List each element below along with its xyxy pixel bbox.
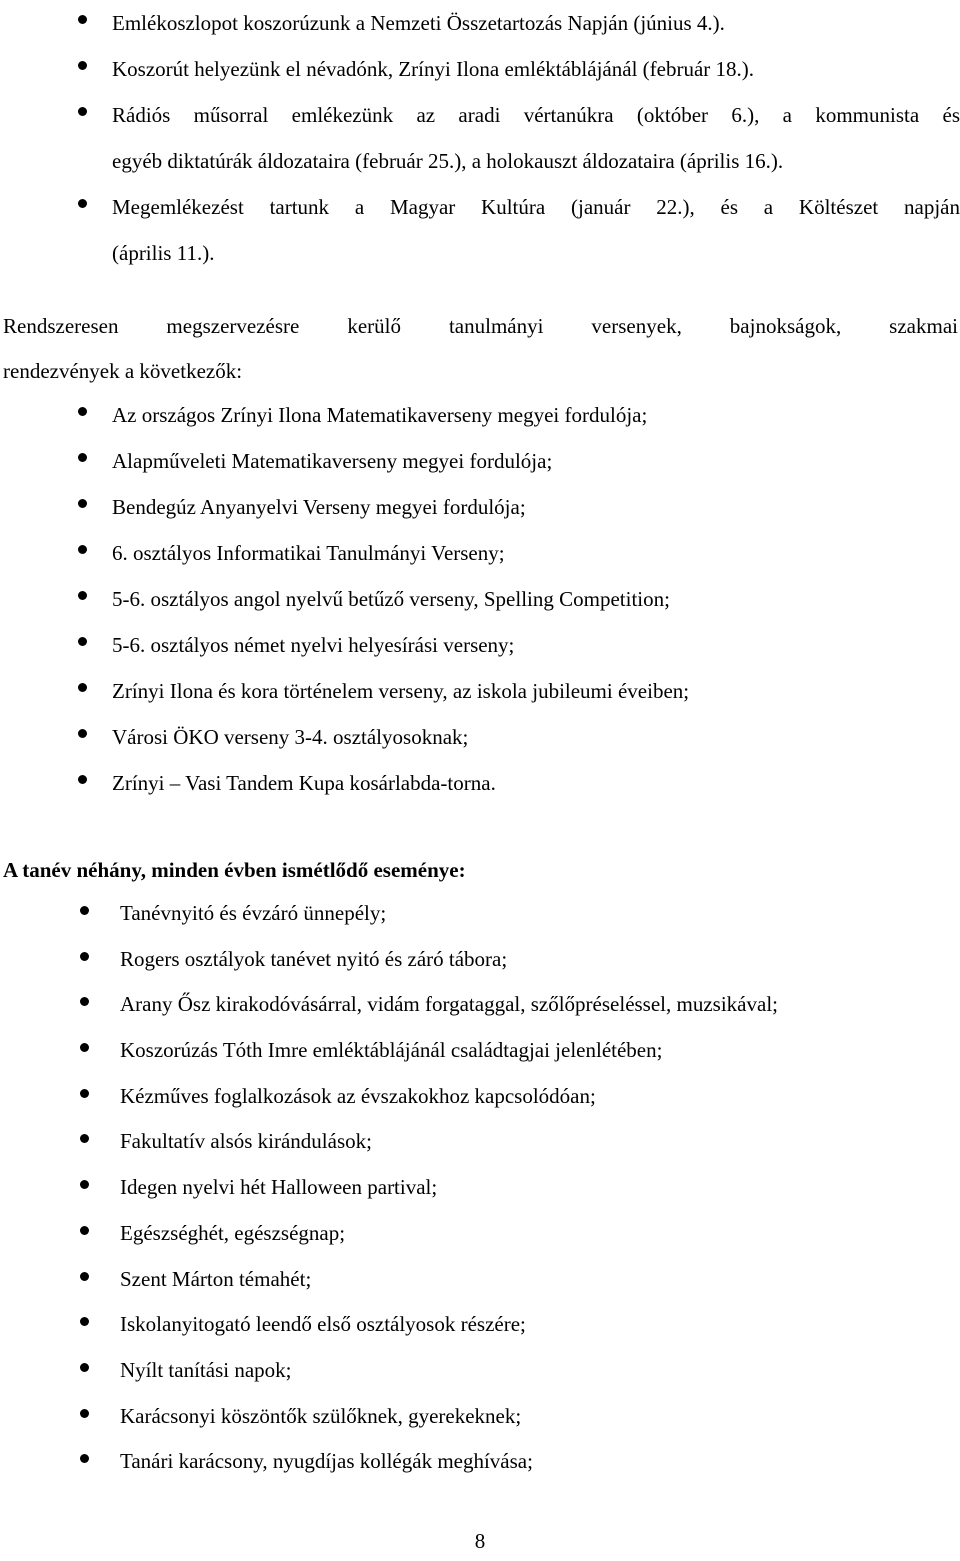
list-item-text-line: egyéb diktatúrák áldozataira (február 25.), a holokauszt áldozataira (április 16.). bbox=[112, 149, 784, 173]
list-item-text: Koszorút helyezünk el névadónk, Zrínyi Ilona emléktáblájánál (február 18.). bbox=[112, 57, 755, 81]
list-item bbox=[0, 1028, 960, 1074]
list-item bbox=[0, 184, 960, 276]
list-item bbox=[0, 937, 960, 983]
list-item-text: 6. osztályos Informatikai Tanulmányi Verseny; bbox=[112, 541, 505, 565]
list-item bbox=[0, 1074, 960, 1120]
bullet-icon bbox=[78, 15, 87, 24]
list-item-text: Az országos Zrínyi Ilona Matematikaverseny megyei fordulója; bbox=[112, 403, 648, 427]
list-item bbox=[0, 530, 960, 576]
list-item bbox=[0, 1302, 960, 1348]
list-item-text: Egészséghét, egészségnap; bbox=[120, 1220, 346, 1245]
list-item bbox=[0, 622, 960, 668]
list-item bbox=[0, 484, 960, 530]
list-item-text: Bendegúz Anyanyelvi Verseny megyei fordulója; bbox=[112, 495, 526, 519]
list-item bbox=[0, 576, 960, 622]
page-number: 8 bbox=[474, 1529, 486, 1553]
bullet-icon bbox=[80, 1180, 89, 1189]
bullet-icon bbox=[80, 1272, 89, 1281]
list-item-text: Rogers osztályok tanévet nyitó és záró tábora; bbox=[120, 946, 508, 971]
bullet-icon bbox=[80, 1317, 89, 1326]
bullet-icon bbox=[78, 729, 87, 738]
events-heading: A tanév néhány, minden évben ismétlődő eseménye: bbox=[3, 858, 466, 882]
list-item-text: Karácsonyi köszöntők szülőknek, gyerekeknek; bbox=[120, 1403, 522, 1428]
list-item-text: Iskolanyitogató leendő első osztályosok részére; bbox=[120, 1312, 526, 1337]
list-item bbox=[0, 92, 960, 184]
bullet-icon bbox=[80, 1134, 89, 1143]
bullet-icon bbox=[80, 1363, 89, 1372]
bullet-icon bbox=[80, 1409, 89, 1418]
list-item-text: Emlékoszlopot koszorúzunk a Nemzeti Összetartozás Napján (június 4.). bbox=[112, 11, 725, 35]
bullet-icon bbox=[78, 499, 87, 508]
list-item bbox=[0, 714, 960, 760]
bullet-icon bbox=[78, 683, 87, 692]
bullet-icon bbox=[80, 1089, 89, 1098]
paragraph-line: rendezvények a következők: bbox=[3, 359, 243, 383]
bullet-icon bbox=[78, 591, 87, 600]
list-item bbox=[0, 891, 960, 937]
bullet-icon bbox=[78, 453, 87, 462]
competitions-list bbox=[0, 392, 960, 806]
list-item-text-line: Rádiós műsorral emlékezünk az aradi vértanúkra (október 6.), a kommunista és bbox=[112, 103, 960, 127]
events-list bbox=[0, 891, 960, 1485]
list-item bbox=[0, 1119, 960, 1165]
list-item-text: Tanári karácsony, nyugdíjas kollégák meghívása; bbox=[120, 1449, 533, 1474]
list-item-text: Tanévnyitó és évzáró ünnepély; bbox=[120, 901, 387, 925]
bullet-icon bbox=[80, 952, 89, 961]
bullet-icon bbox=[78, 407, 87, 416]
list-item bbox=[0, 46, 960, 92]
competitions-intro-paragraph bbox=[3, 304, 958, 394]
list-item bbox=[0, 0, 960, 46]
bullet-icon bbox=[78, 199, 87, 208]
list-item-text: Alapműveleti Matematikaverseny megyei fordulója; bbox=[112, 449, 553, 473]
list-item bbox=[0, 760, 960, 806]
list-item-text-line: (április 11.). bbox=[112, 241, 215, 265]
list-item-text: Arany Ősz kirakodóvásárral, vidám forgataggal, szőlőpréseléssel, muzsikával; bbox=[120, 992, 778, 1017]
list-item bbox=[0, 1211, 960, 1257]
list-item bbox=[0, 392, 960, 438]
list-item bbox=[0, 668, 960, 714]
list-item bbox=[0, 1439, 960, 1485]
list-item-text: Nyílt tanítási napok; bbox=[120, 1357, 292, 1382]
list-item bbox=[0, 438, 960, 484]
paragraph-line: Rendszeresen megszervezésre kerülő tanulmányi versenyek, bajnokságok, szakmai bbox=[3, 314, 958, 338]
list-item-text: Zrínyi Ilona és kora történelem verseny, az iskola jubileumi éveiben; bbox=[112, 679, 690, 703]
list-item bbox=[0, 982, 960, 1028]
bullet-icon bbox=[78, 545, 87, 554]
bullet-icon bbox=[80, 1226, 89, 1235]
list-item-text: Zrínyi – Vasi Tandem Kupa kosárlabda-torna. bbox=[112, 771, 496, 795]
list-item-text-line: Megemlékezést tartunk a Magyar Kultúra (január 22.), és a Költészet napján bbox=[112, 195, 960, 219]
bullet-icon bbox=[78, 61, 87, 70]
list-item bbox=[0, 1394, 960, 1440]
list-item bbox=[0, 1348, 960, 1394]
list-item-text: Kézműves foglalkozások az évszakokhoz kapcsolódóan; bbox=[120, 1083, 596, 1108]
list-item-text: Fakultatív alsós kirándulások; bbox=[120, 1129, 372, 1154]
commemoration-list bbox=[0, 0, 960, 276]
bullet-icon bbox=[80, 906, 89, 915]
list-item-text: 5-6. osztályos angol nyelvű betűző verseny, Spelling Competition; bbox=[112, 587, 670, 611]
list-item-text: 5-6. osztályos német nyelvi helyesírási verseny; bbox=[112, 633, 515, 657]
list-item-text: Városi ÖKO verseny 3-4. osztályosoknak; bbox=[112, 725, 469, 749]
list-item-text: Szent Márton témahét; bbox=[120, 1266, 312, 1291]
bullet-icon bbox=[78, 775, 87, 784]
list-item bbox=[0, 1165, 960, 1211]
bullet-icon bbox=[80, 1454, 89, 1463]
bullet-icon bbox=[78, 637, 87, 646]
list-item bbox=[0, 1257, 960, 1303]
bullet-icon bbox=[78, 107, 87, 116]
bullet-icon bbox=[80, 997, 89, 1006]
list-item-text: Koszorúzás Tóth Imre emléktáblájánál családtagjai jelenlétében; bbox=[120, 1038, 663, 1063]
list-item-text: Idegen nyelvi hét Halloween partival; bbox=[120, 1175, 438, 1200]
bullet-icon bbox=[80, 1043, 89, 1052]
